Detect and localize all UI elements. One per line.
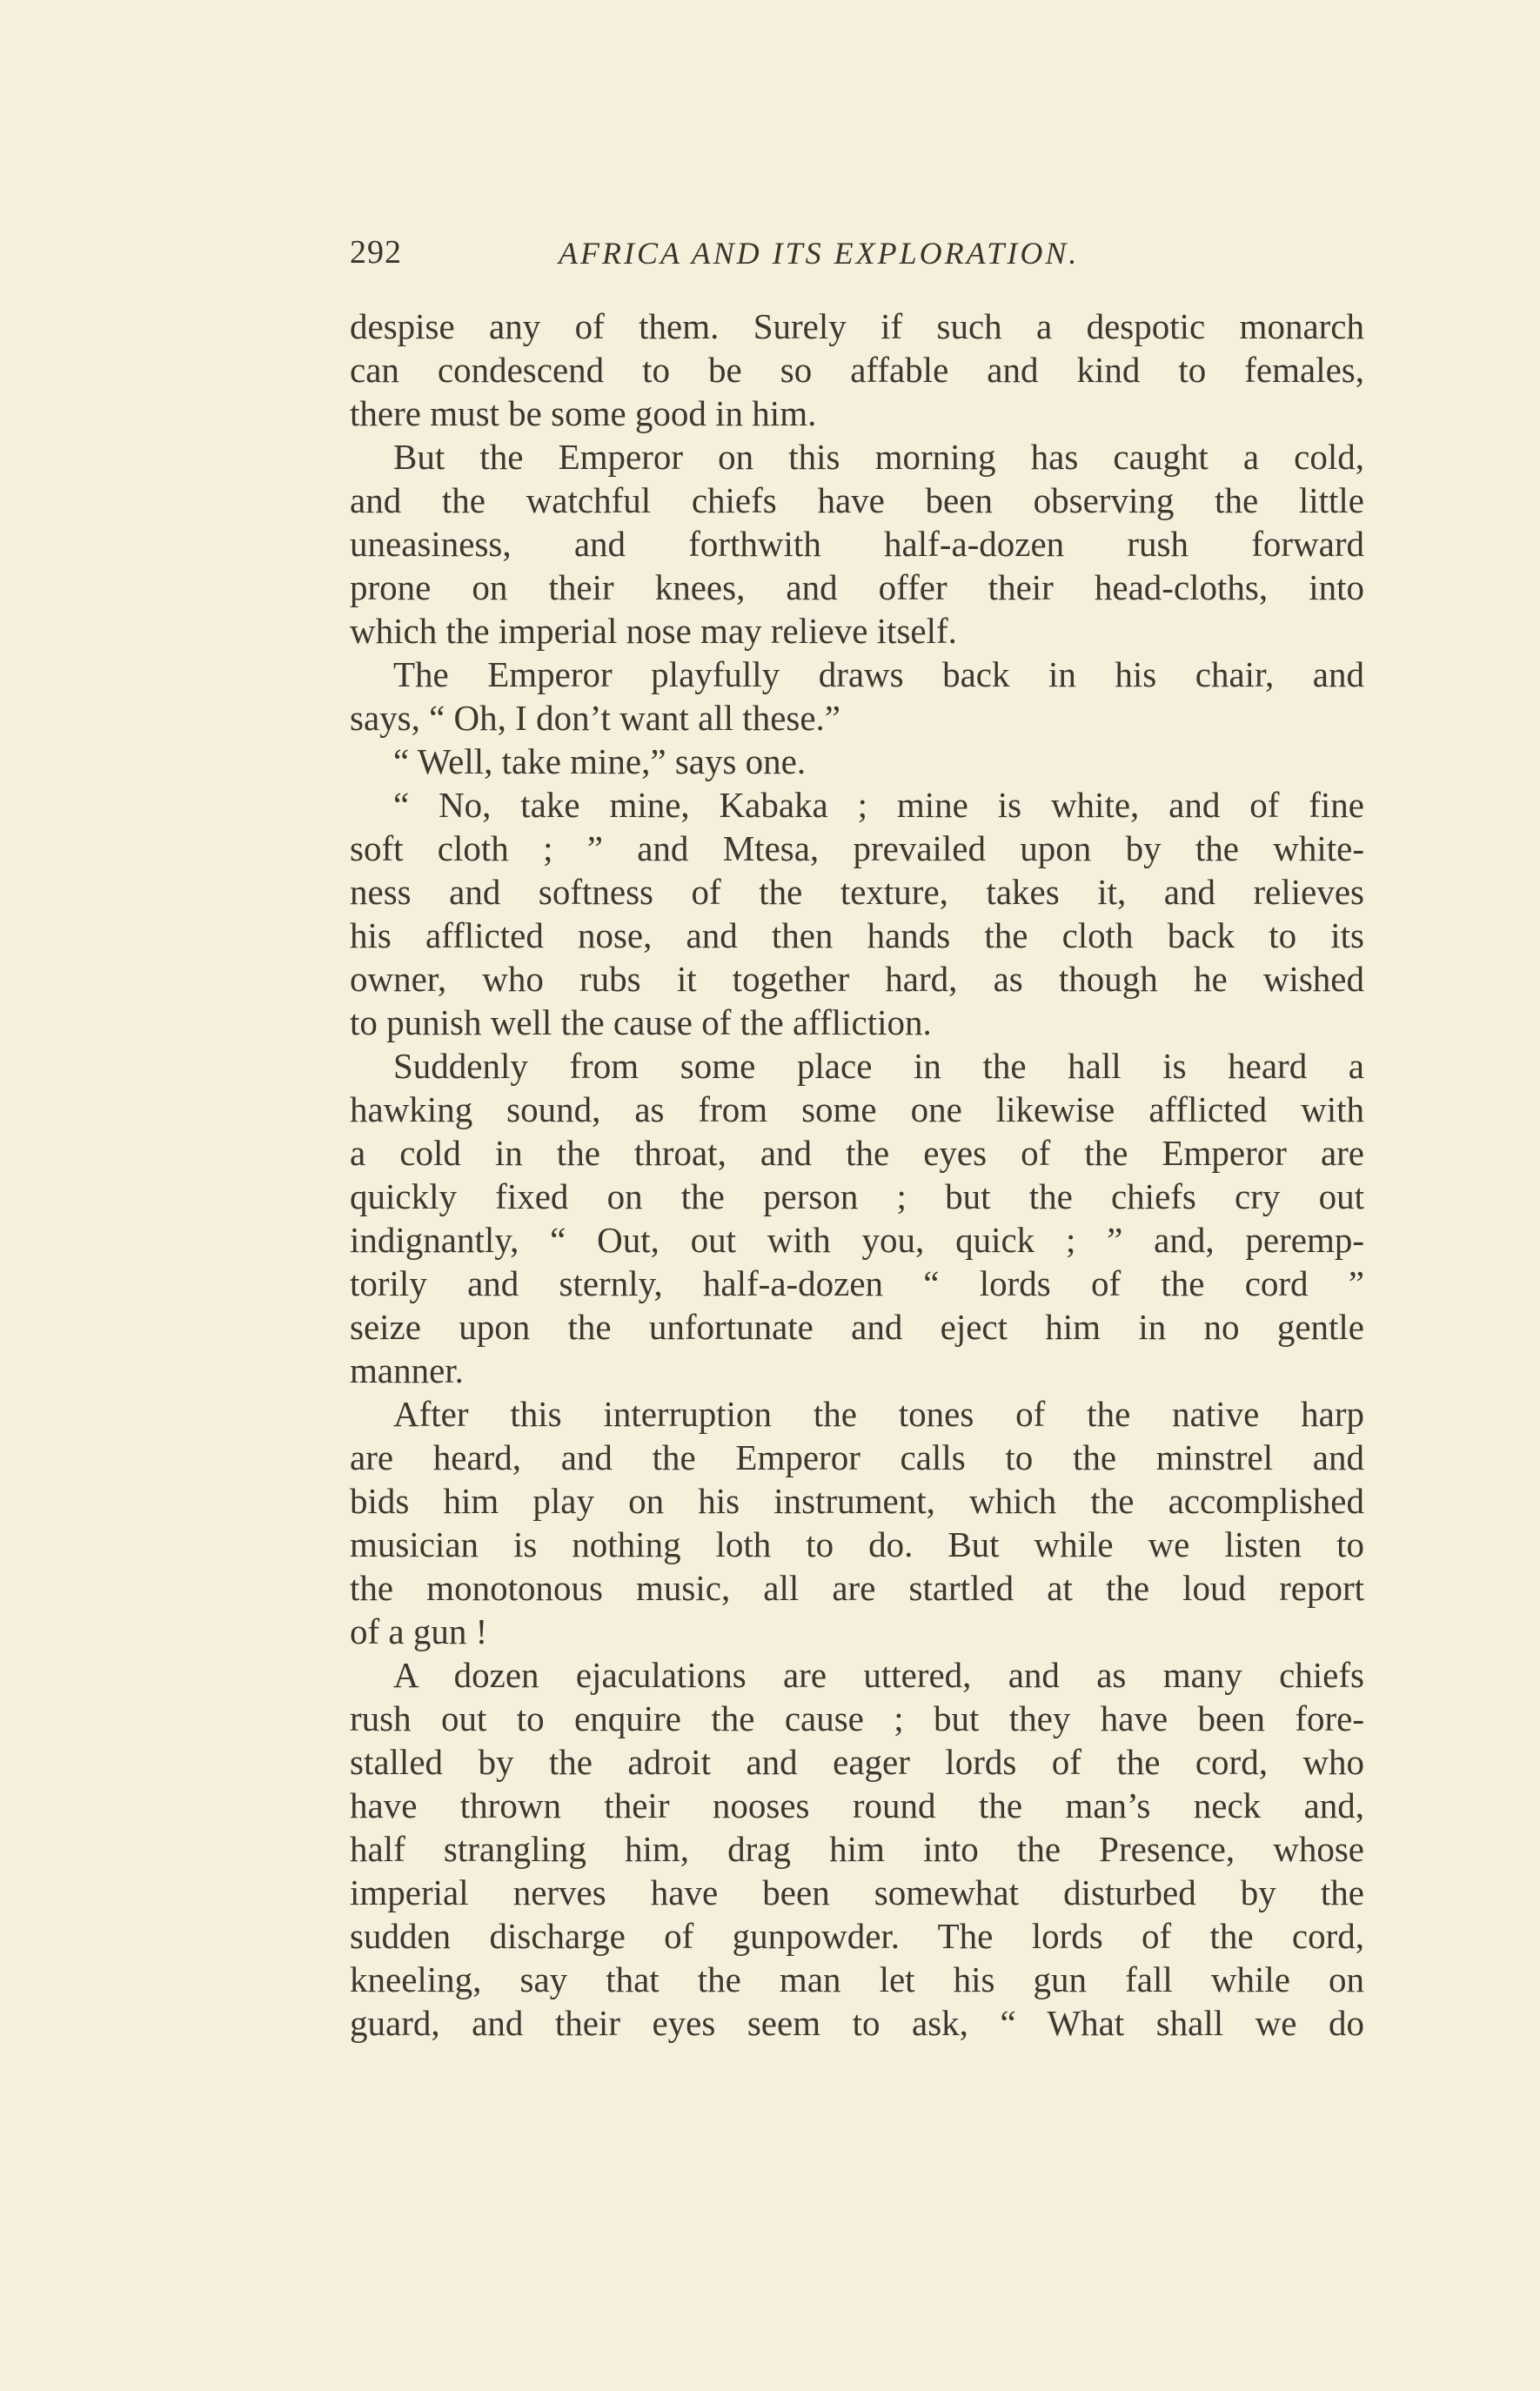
text-line: prone on their knees, and offer their head-cloths, into [350,567,1364,607]
text-line: can condescend to be so affable and kind to females, [350,350,1364,390]
text-line: a cold in the throat, and the eyes of the Emperor are [350,1133,1364,1173]
text-line: “ Well, take mine,” says one. [393,741,807,781]
text-line: and the watchful chiefs have been observing the little [350,480,1364,520]
text-line: there must be some good in him. [350,393,817,433]
text-line: his afflicted nose, and then hands the cloth back to its [350,915,1364,955]
text-line: of a gun ! [350,1611,488,1651]
text-line: musician is nothing loth to do. But while we listen to [350,1524,1364,1564]
text-line: soft cloth ; ” and Mtesa, prevailed upon by the white- [350,828,1364,868]
text-line: indignantly, “ Out, out with you, quick ; ” and, peremp- [350,1220,1364,1260]
text-line: despise any of them. Surely if such a despotic monarch [350,306,1364,346]
text-line: “ No, take mine, Kabaka ; mine is white, and of fine [393,785,1364,825]
running-head: AFRICA AND ITS EXPLORATION. [559,236,1080,271]
text-line: says, “ Oh, I don’t want all these.” [350,698,840,738]
text-line: But the Emperor on this morning has caught a cold, [393,437,1364,477]
text-line: guard, and their eyes seem to ask, “ What shall we do [350,2003,1364,2043]
text-line: to punish well the cause of the affliction. [350,1002,932,1042]
text-line: seize upon the unfortunate and eject him in no gentle [350,1307,1364,1347]
text-line: A dozen ejaculations are uttered, and as many chiefs [393,1655,1364,1695]
page-number: 292 [350,234,402,271]
text-line: half strangling him, drag him into the Presence, whose [350,1829,1364,1869]
text-line: have thrown their nooses round the man’s neck and, [350,1785,1364,1825]
text-line: which the imperial nose may relieve itself. [350,611,957,651]
text-line: bids him play on his instrument, which the accomplished [350,1481,1364,1521]
text-line: are heard, and the Emperor calls to the minstrel and [350,1437,1364,1477]
text-line: kneeling, say that the man let his gun fall while on [350,1959,1364,1999]
text-line: ness and softness of the texture, takes it, and relieves [350,872,1364,912]
text-line: sudden discharge of gunpowder. The lords of the cord, [350,1916,1364,1956]
text-line: owner, who rubs it together hard, as though he wished [350,959,1364,999]
text-line: The Emperor playfully draws back in his chair, and [393,654,1364,694]
text-line: rush out to enquire the cause ; but they have been fore- [350,1698,1364,1738]
page-header [350,233,1364,280]
text-line: uneasiness, and forthwith half-a-dozen rush forward [350,524,1364,564]
text-line: imperial nerves have been somewhat disturbed by the [350,1872,1364,1912]
text-line: hawking sound, as from some one likewise afflicted with [350,1089,1364,1129]
text-line: stalled by the adroit and eager lords of the cord, who [350,1742,1364,1782]
text-line: the monotonous music, all are startled at the loud report [350,1568,1364,1608]
text-line: torily and sternly, half-a-dozen “ lords of the cord ” [350,1263,1364,1303]
body-text [350,305,1364,2045]
text-line: manner. [350,1350,464,1390]
text-line: quickly fixed on the person ; but the chiefs cry out [350,1176,1364,1216]
text-line: After this interruption the tones of the native harp [393,1394,1364,1434]
text-line: Suddenly from some place in the hall is heard a [393,1046,1364,1086]
